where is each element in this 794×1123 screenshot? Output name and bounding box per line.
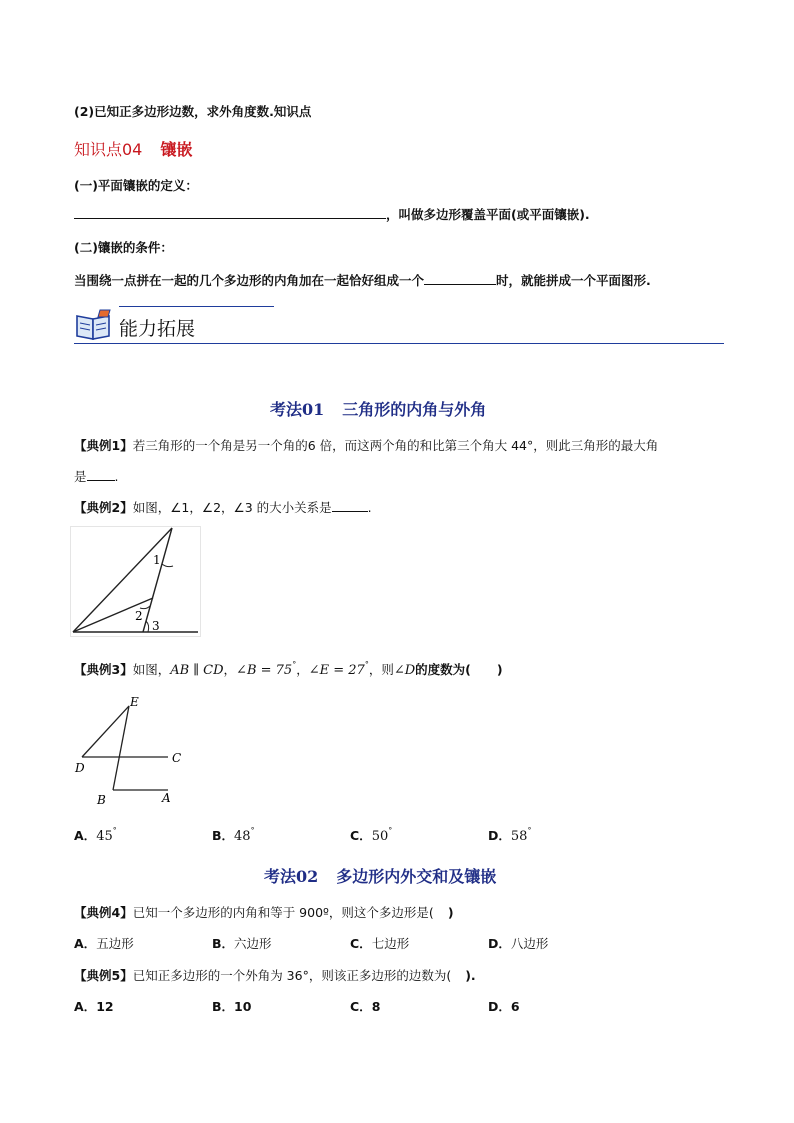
option-value: 10 bbox=[234, 999, 252, 1014]
example-4-tag: 【典例4】 bbox=[74, 905, 133, 920]
example-3-option-b[interactable] bbox=[212, 826, 255, 844]
example-4-option-d[interactable] bbox=[488, 934, 548, 952]
example-5-tag: 【典例5】 bbox=[74, 968, 133, 983]
example-5 bbox=[74, 966, 476, 984]
example-3-option-c[interactable] bbox=[350, 826, 392, 844]
option-value: 50 bbox=[371, 829, 389, 844]
example-1-blank bbox=[87, 479, 115, 481]
example-1-line1: 若三角形的一个角是另一个角的6 倍，而这两个角的和比第三个角大 44°，则此三角形的最大角 bbox=[132, 438, 659, 453]
option-letter: B． bbox=[212, 936, 235, 951]
option-letter: D． bbox=[488, 828, 511, 843]
definition-line bbox=[74, 205, 590, 223]
option-value: 45 bbox=[96, 829, 113, 844]
option-letter: D． bbox=[488, 936, 511, 951]
condition-blank bbox=[424, 283, 496, 285]
method-01-title: 三角形的内角与外角 bbox=[342, 400, 487, 419]
example-5-end: ). bbox=[465, 968, 476, 983]
method-01-heading bbox=[270, 397, 486, 420]
segment-ed bbox=[82, 706, 129, 757]
option-letter: C． bbox=[350, 999, 372, 1014]
example-4-option-c[interactable] bbox=[350, 934, 409, 952]
example-4-text: 已知一个多边形的内角和等于 900º，则这个多边形是( bbox=[132, 905, 434, 920]
example-3-tag: 【典例3】 bbox=[74, 662, 133, 677]
parallel-symbol: ∥ bbox=[193, 663, 200, 678]
banner-top-rule bbox=[119, 306, 274, 307]
book-icon bbox=[74, 308, 114, 342]
option-letter: A． bbox=[74, 999, 97, 1014]
example-3-text-3: 的度数为( bbox=[415, 662, 471, 677]
example-1-line2-end: . bbox=[114, 469, 119, 484]
example-1 bbox=[74, 436, 658, 454]
knowledge-point-topic: 镶嵌 bbox=[160, 140, 193, 159]
example-3 bbox=[74, 660, 503, 678]
example-3-comma-2: ， bbox=[296, 662, 309, 677]
option-value: 58 bbox=[510, 829, 528, 844]
example-5-text: 已知正多边形的一个外角为 36°，则该正多边形的边数为( bbox=[132, 968, 452, 983]
segment-cd: CD bbox=[203, 663, 224, 678]
example-2-text: 如图，∠1，∠2，∠3 的大小关系是 bbox=[132, 500, 332, 515]
option-value: 12 bbox=[96, 999, 114, 1014]
method-02-label: 考法02 bbox=[264, 867, 319, 886]
method-02-title: 多边形内外交和及镶嵌 bbox=[336, 867, 497, 886]
option-value: 六边形 bbox=[234, 936, 272, 951]
knowledge-point-04-heading bbox=[74, 137, 192, 160]
ability-banner bbox=[74, 306, 724, 346]
example-1-line2-start: 是 bbox=[74, 469, 87, 484]
option-value: 八边形 bbox=[510, 936, 549, 951]
example-5-option-c[interactable] bbox=[350, 997, 380, 1015]
option-value: 8 bbox=[371, 999, 381, 1014]
point-a-label: A bbox=[162, 791, 171, 805]
option-value: 七边形 bbox=[371, 936, 410, 951]
angle-3-label: 3 bbox=[152, 619, 160, 633]
angle-e-degree: ° bbox=[364, 660, 369, 669]
condition-part1: 当围绕一点拼在一起的几个多边形的内角加在一起恰好组成一个 bbox=[74, 273, 425, 288]
example-4-option-b[interactable] bbox=[212, 934, 272, 952]
example-1-tag: 【典例1】 bbox=[74, 438, 133, 453]
option-degree: ° bbox=[250, 826, 255, 835]
angle-b-degree: ° bbox=[292, 660, 297, 669]
section-2-text: (2)已知正多边形边数，求外角度数.知识点 bbox=[74, 104, 312, 119]
option-letter: C． bbox=[350, 936, 372, 951]
example-5-option-b[interactable] bbox=[212, 997, 251, 1015]
example-4 bbox=[74, 903, 454, 921]
option-value: 48 bbox=[234, 829, 251, 844]
banner-bottom-rule bbox=[74, 343, 724, 344]
method-01-label: 考法01 bbox=[270, 400, 325, 419]
option-letter: C． bbox=[350, 828, 372, 843]
angle-b-value: ∠B = 75 bbox=[236, 663, 293, 678]
example-3-text-4: ) bbox=[496, 662, 503, 677]
example-3-comma-1: ， bbox=[223, 662, 237, 677]
condition-line bbox=[74, 271, 651, 289]
segment-ab: AB bbox=[170, 663, 190, 678]
option-letter: A． bbox=[74, 828, 97, 843]
example-3-figure bbox=[70, 692, 190, 810]
option-letter: B． bbox=[212, 999, 235, 1014]
angle-d: ∠D bbox=[393, 663, 416, 678]
condition-part2: 时，就能拼成一个平面图形. bbox=[496, 273, 651, 288]
definition-heading: (一)平面镶嵌的定义： bbox=[74, 178, 198, 193]
banner-title: 能力拓展 bbox=[119, 318, 196, 340]
option-value: 五边形 bbox=[96, 936, 134, 951]
method-02-heading bbox=[264, 864, 496, 887]
angle-2-label: 2 bbox=[135, 609, 143, 623]
example-4-option-a[interactable] bbox=[74, 934, 134, 952]
option-letter: B． bbox=[212, 828, 235, 843]
example-1-line2 bbox=[74, 467, 119, 485]
angle-e-value: ∠E = 27 bbox=[308, 663, 365, 678]
point-d-label: D bbox=[75, 761, 85, 775]
knowledge-point-label: 知识点04 bbox=[74, 140, 143, 159]
example-2 bbox=[74, 498, 372, 516]
example-3-text-2: ，则 bbox=[368, 662, 394, 677]
option-degree: ° bbox=[112, 826, 117, 835]
point-e-label: E bbox=[130, 695, 139, 709]
example-3-option-d[interactable] bbox=[488, 826, 531, 844]
example-5-option-a[interactable] bbox=[74, 997, 114, 1015]
example-3-text-1: 如图， bbox=[132, 662, 171, 677]
definition-tail: ，叫做多边形覆盖平面(或平面镶嵌). bbox=[386, 207, 590, 222]
segment-eb bbox=[113, 706, 129, 790]
condition-heading: (二)镶嵌的条件： bbox=[74, 240, 173, 255]
option-letter: D． bbox=[488, 999, 511, 1014]
example-4-end: ) bbox=[447, 905, 454, 920]
example-5-option-d[interactable] bbox=[488, 997, 520, 1015]
option-letter: A． bbox=[74, 936, 97, 951]
example-2-blank bbox=[332, 510, 368, 512]
definition-blank bbox=[74, 217, 386, 219]
option-value: 6 bbox=[510, 999, 520, 1014]
angle-1-label: 1 bbox=[153, 553, 161, 567]
option-degree: ° bbox=[388, 826, 393, 835]
example-2-figure bbox=[70, 526, 202, 638]
example-2-end: . bbox=[367, 500, 372, 515]
point-b-label: B bbox=[97, 793, 106, 807]
option-degree: ° bbox=[527, 826, 532, 835]
example-3-option-a[interactable] bbox=[74, 826, 117, 844]
example-2-tag: 【典例2】 bbox=[74, 500, 133, 515]
point-c-label: C bbox=[172, 751, 182, 765]
